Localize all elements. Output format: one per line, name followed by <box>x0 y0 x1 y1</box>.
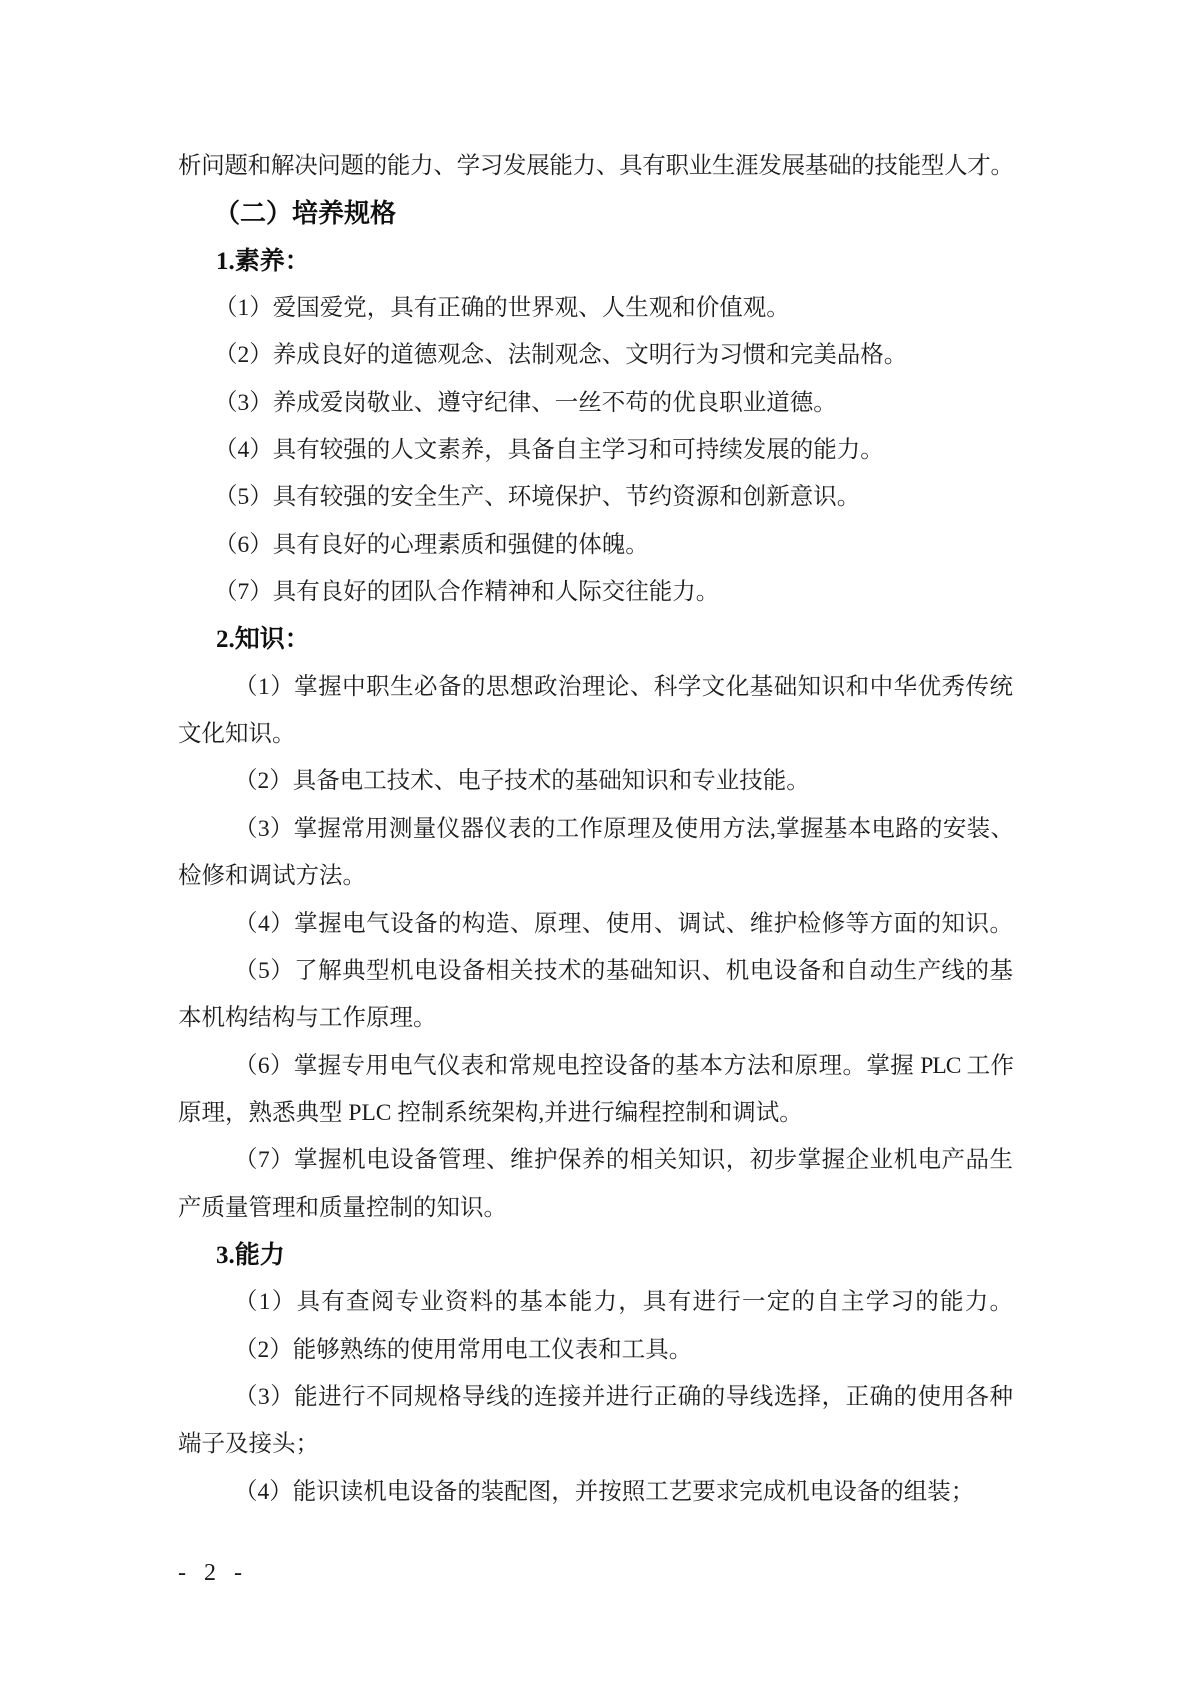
list-item: （5）了解典型机电设备相关技术的基础知识、机电设备和自动生产线的基 <box>234 957 1013 984</box>
list-item: （3）掌握常用测量仪器仪表的工作原理及使用方法,掌握基本电路的安装、 <box>234 815 1013 842</box>
list-item: （2）能够熟练的使用常用电工仪表和工具。 <box>234 1336 693 1363</box>
list-item: （6）掌握专用电气仪表和常规电控设备的基本方法和原理。掌握 PLC 工作 <box>234 1052 1013 1079</box>
list-item: （1）掌握中职生必备的思想政治理论、科学文化基础知识和中华优秀传统 <box>234 673 1013 700</box>
body-continuation-line: 产质量管理和质量控制的知识。 <box>178 1194 507 1221</box>
subheading-ability: 3.能力 <box>216 1241 285 1269</box>
list-item: （1）爱国爱党，具有正确的世界观、人生观和价值观。 <box>214 295 790 322</box>
page-number: - 2 - <box>178 1560 244 1586</box>
section-heading-training-specs: （二）培养规格 <box>214 199 397 229</box>
body-continuation-line: 原理，熟悉典型 PLC 控制系统架构,并进行编程控制和调试。 <box>178 1099 803 1126</box>
subheading-knowledge: 2.知识： <box>216 626 310 654</box>
list-item: （7）掌握机电设备管理、维护保养的相关知识，初步掌握企业机电产品生 <box>234 1147 1013 1174</box>
list-item: （4）能识读机电设备的装配图，并按照工艺要求完成机电设备的组装； <box>234 1478 975 1505</box>
body-continuation-line: 检修和调试方法。 <box>178 863 366 890</box>
list-item: （1）具有查阅专业资料的基本能力，具有进行一定的自主学习的能力。 <box>234 1289 1013 1316</box>
subheading-quality: 1.素养： <box>216 247 310 275</box>
list-item: （3）能进行不同规格导线的连接并进行正确的导线选择，正确的使用各种 <box>234 1383 1013 1410</box>
list-item: （6）具有良好的心理素质和强健的体魄。 <box>214 531 649 558</box>
list-item: （2）养成良好的道德观念、法制观念、文明行为习惯和完美品格。 <box>214 342 908 369</box>
list-item: （3）养成爱岗敬业、遵守纪律、一丝不苟的优良职业道德。 <box>214 389 837 416</box>
list-item: （5）具有较强的安全生产、环境保护、节约资源和创新意识。 <box>214 484 861 511</box>
body-continuation-line: 文化知识。 <box>178 721 296 748</box>
list-item: （4）掌握电气设备的构造、原理、使用、调试、维护检修等方面的知识。 <box>234 910 1013 937</box>
list-item: （2）具备电工技术、电子技术的基础知识和专业技能。 <box>234 768 810 795</box>
body-continuation-line: 析问题和解决问题的能力、学习发展能力、具有职业生涯发展基础的技能型人才。 <box>178 153 1013 179</box>
document-text-block <box>178 143 1013 1516</box>
list-item: （7）具有良好的团队合作精神和人际交往能力。 <box>214 579 720 606</box>
body-continuation-line: 本机构结构与工作原理。 <box>178 1005 437 1032</box>
body-continuation-line: 端子及接头； <box>178 1431 319 1458</box>
list-item: （4）具有较强的人文素养，具备自主学习和可持续发展的能力。 <box>214 437 884 464</box>
